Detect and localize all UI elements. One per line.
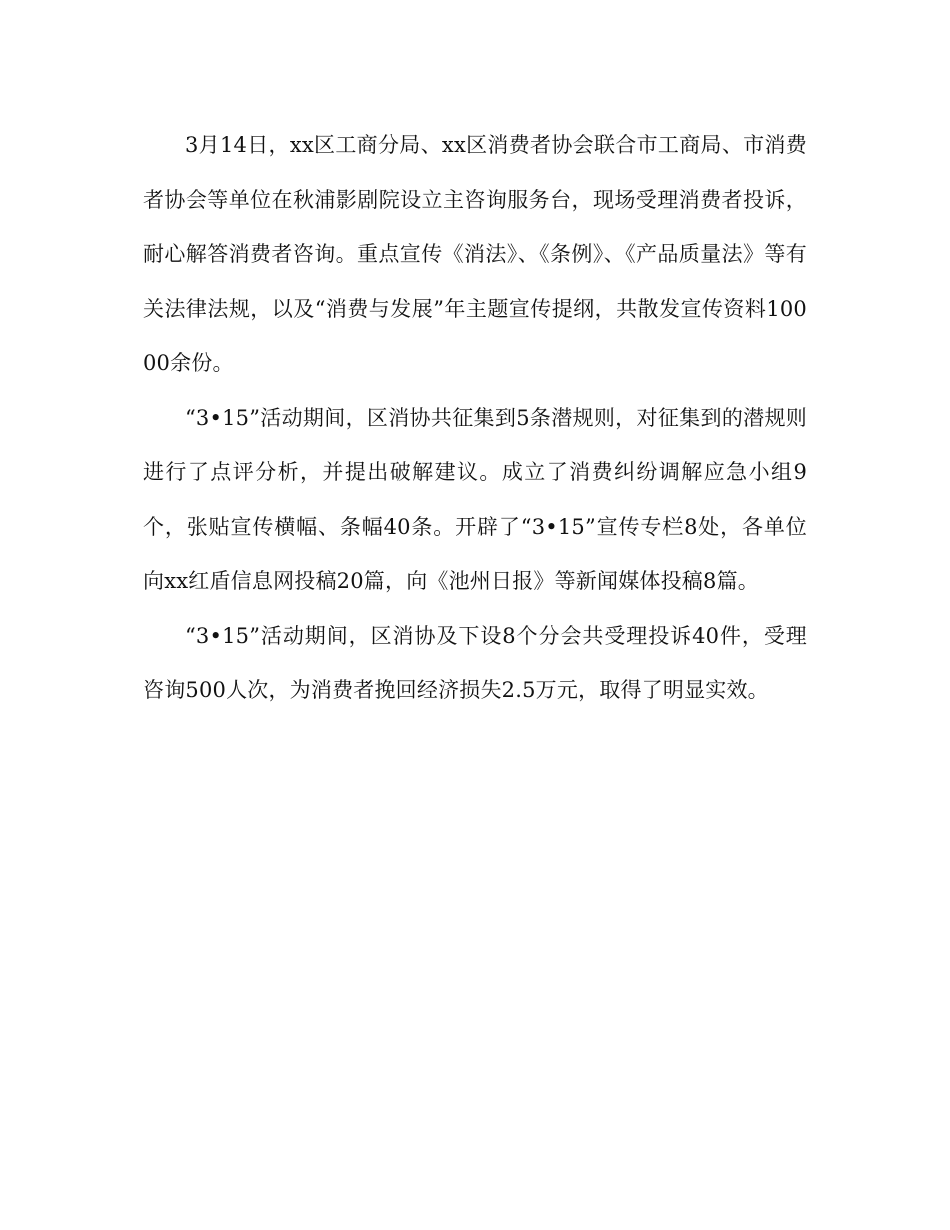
paragraph-2: “3•15”活动期间，区消协共征集到5条潜规则，对征集到的潜规则进行了点评分析，并提出破解建议。成立了消费纠纷调解应急小组9个，张贴宣传横幅、条幅40条。开辟了“3•15”宣传专栏8处，各单位向xx红盾信息网投稿20篇，向《池州日报》等新闻媒体投稿8篇。 <box>143 405 807 593</box>
document-body <box>143 118 807 718</box>
paragraph-1: 3月14日，xx区工商分局、xx区消费者协会联合市工商局、市消费者协会等单位在秋浦影剧院设立主咨询服务台，现场受理消费者投诉，耐心解答消费者咨询。重点宣传《消法》、《条例》、《产品质量法》等有关法律法规，以及“消费与发展”年主题宣传提纲，共散发宣传资料10000余份。 <box>143 133 807 375</box>
paragraph-3: “3•15”活动期间，区消协及下设8个分会共受理投诉40件，受理咨询500人次，为消费者挽回经济损失2.5万元，取得了明显实效。 <box>143 623 807 702</box>
